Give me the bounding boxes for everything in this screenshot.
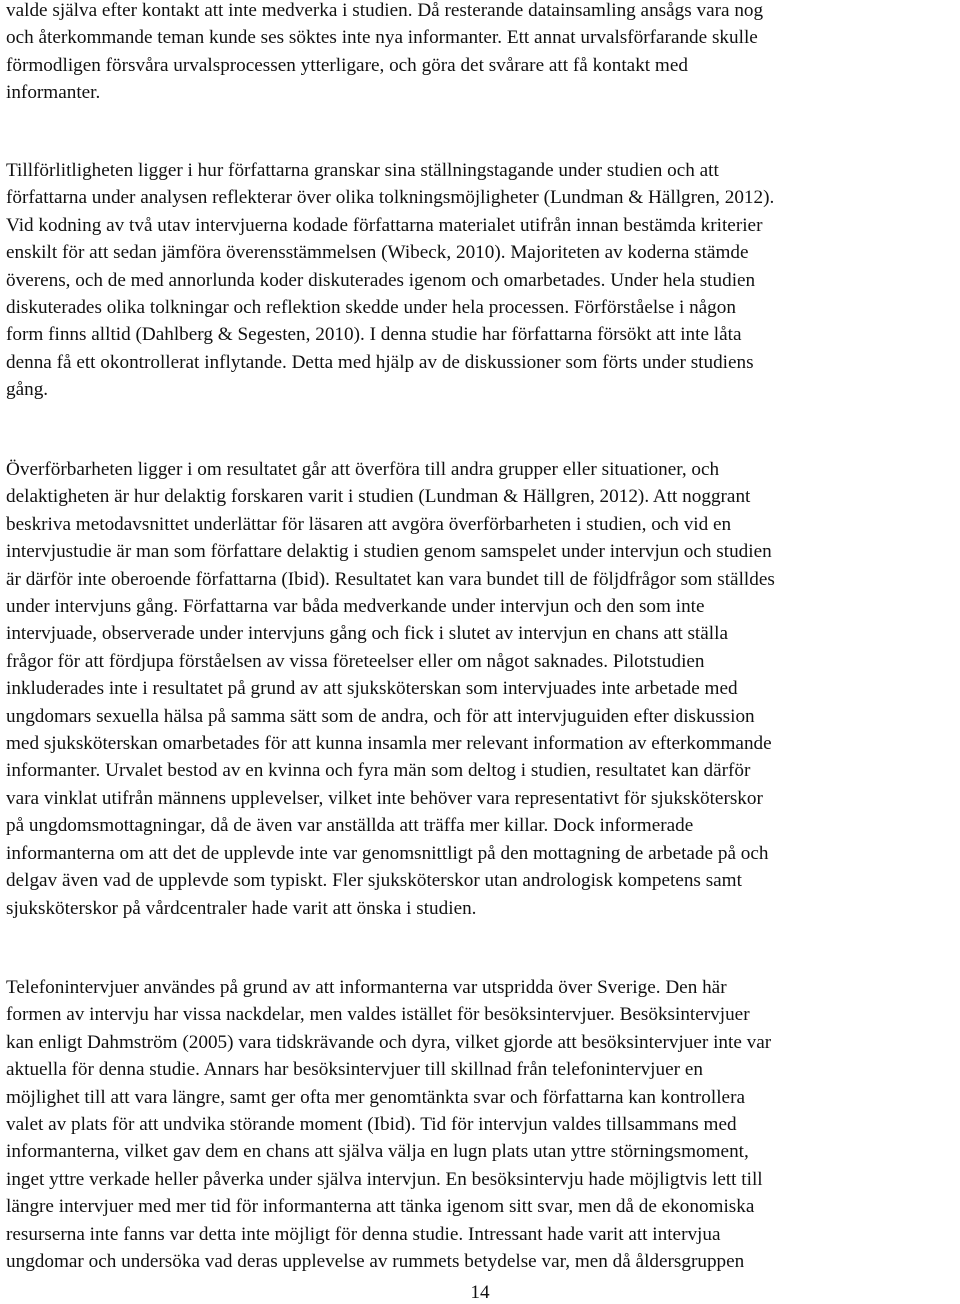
page-number: 14 bbox=[470, 1282, 490, 1303]
paragraph-trustworthiness: Tillförlitligheten ligger i hur författarna granskar sina ställningstagande under studien och att författarna under analysen reflekterar över olika tolkningsmöjligheter (Lundman & Hällgren, 2012). Vid kodning av två utav intervjuerna kodade författarna materialet utifrån innan bestämda kriterier enskilt för att sedan jämföra överensstämmelsen (Wibeck, 2010). Majoriteten av koderna stämde överens, och de med annorlunda koder diskuterades igenom och omarbetades. Under hela studien diskuterades olika tolkningar och reflektion skedde under hela processen. Förförståelse i någon form finns alltid (Dahlberg & Segesten, 2010). I denna studie har författarna försökt att inte låta denna få ett okontrollerat inflytande. Detta med hjälp av de diskussioner som förts under studiens gång. bbox=[6, 160, 775, 401]
paragraph-sample-continuation: valde själva efter kontakt att inte medverka i studien. Då resterande datainsamling ansågs vara nog och återkommande teman kunde ses söktes inte nya informanter. Ett annat urvalsförfarande skulle förmodligen försvåra urvalsprocessen ytterligare, och göra det svårare att få kontakt med informanter. bbox=[6, 0, 764, 104]
paragraph-telephone-interviews: Telefonintervjuer användes på grund av att informanterna var utspridda över Sverige. Den här formen av intervju har vissa nackdelar, men valdes istället för besöksintervjuer. Besöksintervjuer kan enligt Dahmström (2005) vara tidskrävande och dyra, vilket gjorde att besöksintervjuer inte var aktuella för denna studie. Annars har besöksintervjuer till skillnad från telefonintervjuer en möjlighet till att vara längre, samt ger ofta mer genomtänkta svar och författarna kan kontrollera valet av plats för att undvika störande moment (Ibid). Tid för intervjun valdes tillsammans med informanterna, vilket gav dem en chans att själva välja en lugn plats utan yttre störningsmoment, inget yttre verkade heller påverka under själva intervjun. En besöksintervju hade möjligtvis lett till längre intervjuer med mer tid för informanterna att tänka igenom sitt svar, men då de ekonomiska resurserna inte fanns var detta inte möjligt för denna studie. Intressant hade varit att intervjua ungdomar och undersöka vad deras upplevelse av rummets betydelse var, men då åldersgruppen bbox=[6, 977, 772, 1273]
paragraph-transferability: Överförbarheten ligger i om resultatet går att överföra till andra grupper eller situationer, och delaktigheten är hur delaktig forskaren varit i studien (Lundman & Hällgren, 2012). Att noggrant beskriva metodavsnittet underlättar för läsaren att avgöra överförbarheten i studien, och vid en intervjustudie är man som författare delaktig i studien genom samspelet under intervjun och studien är därför inte oberoende författarna (Ibid). Resultatet kan vara bundet till de följdfrågor som ställdes under intervjuns gång. Författarna var båda medverkande under intervjun och den som inte intervjuade, observerade under intervjuns gång och fick i slutet av intervjun en chans att ställa frågor för att fördjupa förståelsen av vissa företeelser eller om något saknades. Pilotstudien inkluderades inte i resultatet på grund av att sjuksköterskan som intervjuades inte arbetade med ungdomars sexuella hälsa på samma sätt som de andra, och för att intervjuguiden efter diskussion med sjuksköterskan omarbetades för att kunna insamla mer relevant information av efterkommande informanter. Urvalet bestod av en kvinna och fyra män som deltog i studien, resultatet kan därför vara vinklat utifrån männens upplevelser, vilket inte behöver vara representativt för sjuksköterskor på ungdomsmottagningar, då de även var anställda att träffa mer killar. Dock informerade informanterna om att det de upplevde inte var genomsnittligt på den mottagning de arbetade på och delgav även vad de upplevde som typiskt. Fler sjuksköterskor utan andrologisk kompetens samt sjuksköterskor på vårdcentraler hade varit att önska i studien. bbox=[6, 459, 775, 919]
